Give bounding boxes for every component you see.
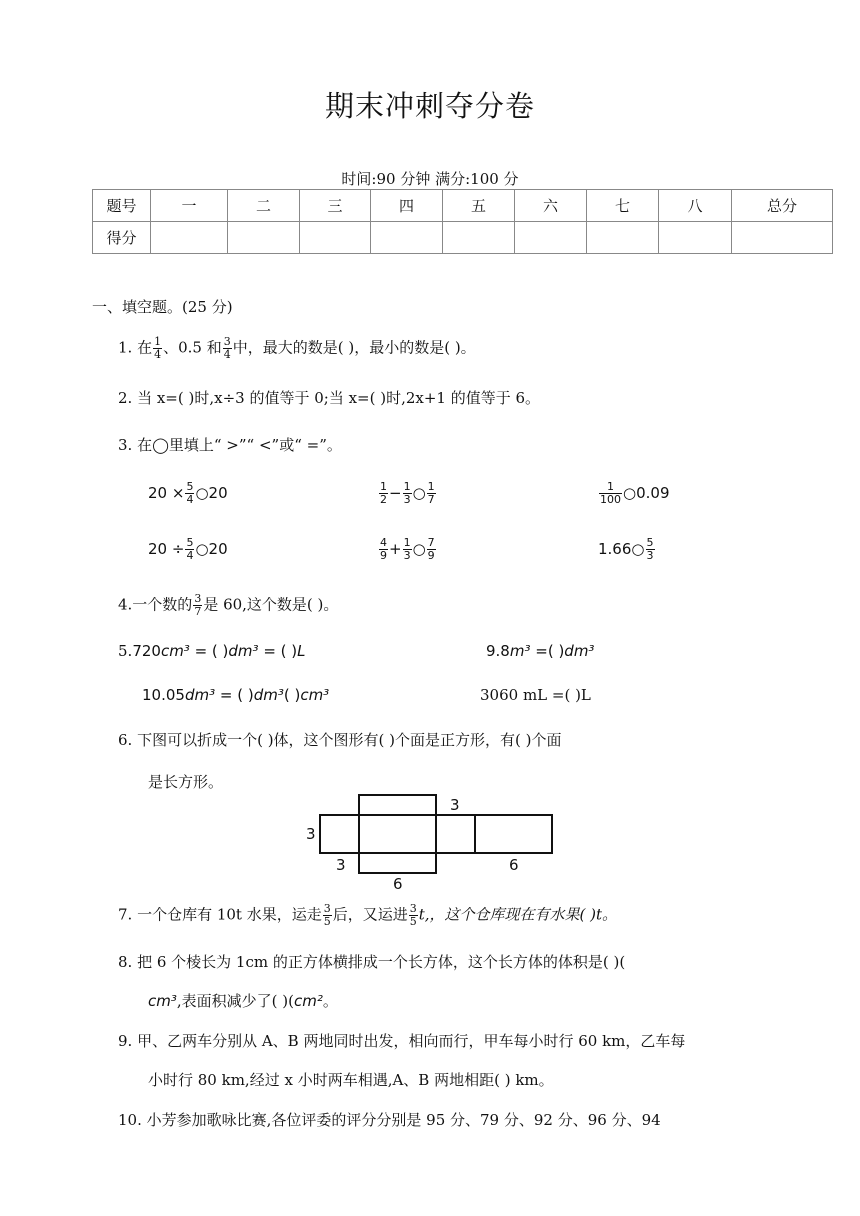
fraction bbox=[646, 537, 655, 562]
numerator: 4 bbox=[380, 536, 387, 549]
text: 。 bbox=[322, 992, 338, 1010]
net-label: 3 bbox=[450, 796, 460, 814]
text: 、0.5 和 bbox=[163, 338, 222, 357]
compare-item bbox=[148, 537, 228, 562]
text: ○20 bbox=[195, 484, 228, 502]
text: 1.66○ bbox=[598, 540, 645, 558]
header-cell: 六 bbox=[515, 190, 587, 222]
denominator: 100 bbox=[600, 493, 621, 506]
net-label: 6 bbox=[393, 875, 403, 892]
cuboid-net-figure bbox=[300, 790, 560, 892]
question-1 bbox=[118, 336, 476, 361]
unit: dm³ bbox=[184, 686, 216, 704]
denominator: 7 bbox=[194, 605, 202, 618]
text: 4.一个数的 bbox=[118, 595, 193, 614]
score-cell[interactable] bbox=[300, 222, 371, 254]
header-cell: 七 bbox=[587, 190, 659, 222]
numerator: 3 bbox=[409, 902, 417, 915]
numerator: 3 bbox=[223, 335, 231, 348]
operator: − bbox=[389, 484, 402, 502]
blank: ( ) bbox=[283, 686, 301, 704]
fraction bbox=[153, 336, 162, 361]
fraction bbox=[427, 481, 436, 506]
header-cell: 五 bbox=[443, 190, 515, 222]
header-cell: 一 bbox=[151, 190, 228, 222]
unit: dm³ bbox=[228, 642, 259, 660]
fraction bbox=[185, 537, 194, 562]
question-5-line-2 bbox=[142, 686, 329, 704]
compare-circle[interactable]: ○ bbox=[412, 540, 426, 558]
denominator: 9 bbox=[380, 549, 387, 562]
header-cell: 三 bbox=[300, 190, 371, 222]
text: 7. 一个仓库有 10t 水果，运走 bbox=[118, 905, 322, 924]
denominator: 5 bbox=[409, 915, 417, 928]
question-9-line-1: 9. 甲、乙两车分别从 A、B 两地同时出发，相向而行，甲车每小时行 60 km，乙车每 bbox=[118, 1032, 686, 1050]
compare-item bbox=[378, 537, 437, 562]
question-5-line-1b bbox=[486, 642, 594, 660]
fraction bbox=[323, 903, 332, 928]
net-face bbox=[436, 815, 475, 853]
value: 10.05 bbox=[142, 686, 185, 704]
unit: cm² bbox=[293, 992, 323, 1010]
score-cell[interactable] bbox=[587, 222, 659, 254]
net-face bbox=[359, 795, 436, 815]
score-cell[interactable] bbox=[371, 222, 443, 254]
text: 是 60,这个数是( )。 bbox=[203, 595, 339, 614]
score-table bbox=[92, 189, 833, 254]
numerator: 1 bbox=[427, 480, 435, 493]
score-cell[interactable] bbox=[228, 222, 300, 254]
question-2: 2. 当 x=( )时,x÷3 的值等于 0;当 x=( )时,2x+1 的值等于 6。 bbox=[118, 389, 541, 407]
compare-circle[interactable]: ○ bbox=[412, 484, 426, 502]
exam-info: 时间:90 分钟 满分:100 分 bbox=[341, 170, 519, 188]
numerator: 3 bbox=[323, 902, 331, 915]
row-label: 得分 bbox=[93, 222, 151, 254]
fraction bbox=[379, 537, 388, 562]
numerator: 1 bbox=[380, 480, 387, 493]
numerator: 1 bbox=[403, 536, 411, 549]
header-cell: 题号 bbox=[93, 190, 151, 222]
score-cell[interactable] bbox=[732, 222, 833, 254]
unit: cm³ bbox=[300, 686, 330, 704]
question-number: 1. bbox=[118, 338, 133, 357]
denominator: 7 bbox=[427, 493, 435, 506]
net-label: 6 bbox=[509, 856, 519, 874]
header-cell: 四 bbox=[371, 190, 443, 222]
denominator: 2 bbox=[380, 493, 387, 506]
text: 中，最大的数是( )，最小的数是( )。 bbox=[232, 338, 476, 357]
question-number: 5. bbox=[118, 642, 133, 660]
operator: + bbox=[389, 540, 402, 558]
denominator: 4 bbox=[186, 493, 194, 506]
net-face bbox=[320, 815, 359, 853]
question-7 bbox=[118, 903, 617, 928]
question-10: 10. 小芳参加歌咏比赛,各位评委的评分分别是 95 分、79 分、92 分、96 分、94 bbox=[118, 1111, 661, 1129]
unit: L bbox=[297, 642, 306, 660]
value: 720 bbox=[132, 642, 161, 660]
unit: m³ bbox=[509, 642, 531, 660]
numerator: 1 bbox=[599, 481, 622, 494]
compare-item bbox=[598, 481, 670, 506]
question-5-line-1 bbox=[118, 642, 306, 660]
numerator: 1 bbox=[403, 480, 411, 493]
score-cell[interactable] bbox=[659, 222, 732, 254]
numerator: 3 bbox=[194, 592, 202, 605]
text: 20 × bbox=[148, 484, 185, 502]
question-6-line-2: 是长方形。 bbox=[148, 773, 224, 791]
fraction bbox=[223, 336, 232, 361]
net-label: 3 bbox=[336, 856, 346, 874]
score-cell[interactable] bbox=[443, 222, 515, 254]
question-8-line-2 bbox=[148, 990, 338, 1011]
blank: =( ) bbox=[530, 642, 565, 660]
score-table-header-row bbox=[93, 190, 833, 222]
net-face bbox=[359, 815, 436, 853]
text: 在 bbox=[137, 338, 153, 357]
blank: = ( ) bbox=[215, 686, 254, 704]
fraction bbox=[185, 481, 194, 506]
denominator: 3 bbox=[403, 493, 411, 506]
value: 9.8 bbox=[486, 642, 510, 660]
numerator: 1 bbox=[154, 335, 162, 348]
header-cell: 总分 bbox=[732, 190, 833, 222]
text: 20 ÷ bbox=[148, 540, 185, 558]
numerator: 5 bbox=[646, 536, 654, 549]
unit: dm³ bbox=[253, 686, 284, 704]
page-title: 期末冲刺夺分卷 bbox=[324, 89, 535, 123]
text: t,，这个仓库现在有水果( )t。 bbox=[418, 905, 618, 924]
question-9-line-2: 小时行 80 km,经过 x 小时两车相遇,A、B 两地相距( ) km。 bbox=[148, 1071, 554, 1089]
question-8-line-1: 8. 把 6 个棱长为 1cm 的正方体横排成一个长方体，这个长方体的体积是( )( bbox=[118, 953, 626, 971]
net-face bbox=[475, 815, 552, 853]
denominator: 5 bbox=[323, 915, 331, 928]
text: ,表面积减少了( )( bbox=[176, 992, 294, 1010]
score-table-score-row bbox=[93, 222, 833, 254]
header-cell: 二 bbox=[228, 190, 300, 222]
fraction bbox=[379, 481, 388, 506]
question-3: 3. 在◯里填上“ >”“ <”或“ =”。 bbox=[118, 436, 342, 454]
numerator: 5 bbox=[186, 480, 194, 493]
fraction bbox=[599, 481, 622, 506]
blank: = ( ) bbox=[258, 642, 298, 660]
text: 后，又运进 bbox=[332, 905, 408, 924]
denominator: 3 bbox=[403, 549, 411, 562]
unit: dm³ bbox=[564, 642, 595, 660]
text: ○0.09 bbox=[623, 484, 670, 502]
denominator: 9 bbox=[427, 549, 435, 562]
blank: = ( ) bbox=[189, 642, 229, 660]
text: ○20 bbox=[195, 540, 228, 558]
denominator: 3 bbox=[646, 549, 654, 562]
score-cell[interactable] bbox=[515, 222, 587, 254]
unit: cm³ bbox=[160, 642, 190, 660]
net-face bbox=[359, 853, 436, 873]
numerator: 5 bbox=[186, 536, 194, 549]
question-6-line-1: 6. 下图可以折成一个( )体，这个图形有( )个面是正方形，有( )个面 bbox=[118, 731, 562, 749]
denominator: 4 bbox=[154, 348, 162, 361]
denominator: 4 bbox=[186, 549, 194, 562]
unit: cm³ bbox=[148, 992, 177, 1010]
fraction bbox=[193, 593, 202, 618]
numerator: 7 bbox=[427, 536, 435, 549]
fraction bbox=[409, 903, 418, 928]
net-label: 3 bbox=[306, 825, 316, 843]
compare-item bbox=[378, 481, 437, 506]
fraction bbox=[403, 481, 412, 506]
question-4 bbox=[118, 593, 338, 618]
compare-item bbox=[598, 537, 656, 562]
denominator: 4 bbox=[223, 348, 231, 361]
fraction bbox=[427, 537, 436, 562]
question-5-line-2b: 3060 mL =( )L bbox=[480, 686, 591, 704]
fraction bbox=[403, 537, 412, 562]
score-cell[interactable] bbox=[151, 222, 228, 254]
compare-item bbox=[148, 481, 228, 506]
header-cell: 八 bbox=[659, 190, 732, 222]
section-heading: 一、填空题。(25 分) bbox=[92, 298, 233, 316]
